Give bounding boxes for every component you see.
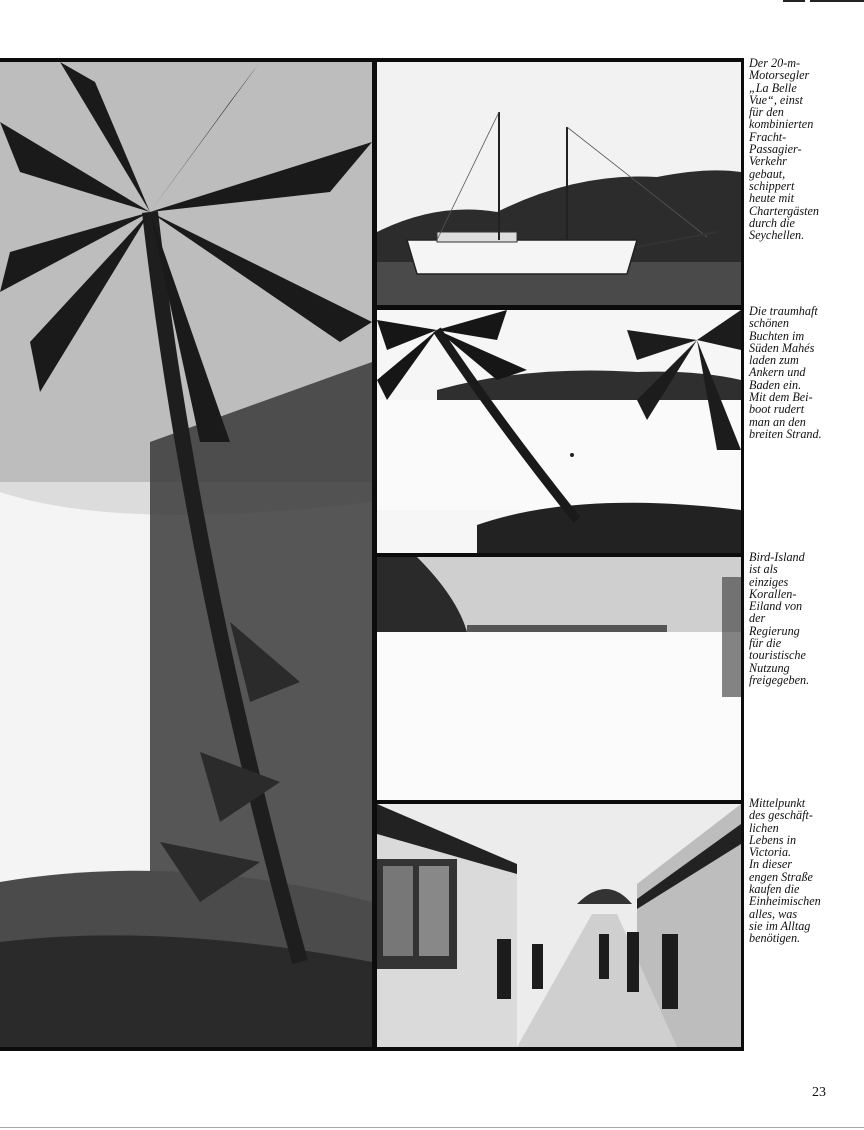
caption-line: gebaut, (749, 166, 786, 181)
caption-line: Motorsegler (749, 68, 810, 83)
top-edge-mark (810, 0, 864, 2)
caption-line: des geschäft- (749, 808, 813, 823)
caption-line: touristische (749, 648, 806, 663)
page-number: 23 (812, 1085, 826, 1100)
caption-line: In dieser (749, 857, 792, 872)
caption-line: Fracht- (749, 129, 787, 144)
caption-line: Baden ein. (749, 377, 802, 392)
caption-line: kombinierten (749, 117, 814, 132)
caption-line: Passagier- (749, 142, 802, 157)
bay-photo (377, 310, 741, 553)
caption-line: Eiland von (749, 599, 803, 614)
caption-line: Süden Mahés (749, 340, 815, 355)
caption-line: Seychellen. (749, 228, 805, 243)
bird-island-photo (377, 557, 741, 800)
caption-line: Die traumhaft (749, 304, 818, 318)
caption-line: Vue“, einst (749, 92, 803, 107)
caption-line: engen Straße (749, 869, 813, 884)
caption-line: laden zum (749, 353, 799, 368)
victoria-street-photo (377, 804, 741, 1047)
caption-bay (749, 305, 861, 440)
caption-line: durch die (749, 215, 795, 230)
caption-line: Ankern und (749, 365, 806, 380)
caption-line: heute mit (749, 191, 795, 206)
caption-boat (749, 57, 861, 241)
caption-line: Korallen- (749, 586, 797, 601)
caption-line: sie im Alltag (749, 918, 811, 933)
caption-line: boot rudert (749, 402, 805, 417)
caption-bird-island (749, 551, 861, 686)
caption-line: kaufen die (749, 882, 800, 897)
caption-line: breiten Strand. (749, 426, 822, 441)
caption-line: man an den (749, 414, 806, 429)
top-edge-mark (783, 0, 805, 2)
caption-line: für den (749, 105, 784, 120)
caption-line: schönen (749, 316, 789, 331)
caption-line: lichen (749, 820, 779, 835)
caption-victoria-street (749, 797, 861, 945)
caption-line: Mittelpunkt (749, 796, 806, 810)
caption-line: „La Belle (749, 80, 797, 95)
bottom-edge-rule (0, 1127, 864, 1128)
caption-line: der (749, 611, 766, 626)
caption-line: Buchten im (749, 328, 805, 343)
caption-line: Mit dem Bei- (749, 390, 813, 405)
caption-line: Bird-Island (749, 550, 805, 564)
caption-line: Chartergästen (749, 203, 819, 218)
caption-line: Regierung (749, 623, 800, 638)
caption-line: Der 20-m- (749, 56, 801, 70)
caption-line: freigegeben. (749, 672, 810, 687)
caption-line: Nutzung (749, 660, 790, 675)
sailing-boat-photo (377, 62, 741, 305)
caption-line: alles, was (749, 906, 798, 921)
palm-beach-photo (0, 62, 372, 1047)
caption-line: schippert (749, 178, 795, 193)
caption-line: für die (749, 636, 782, 651)
caption-line: ist als (749, 562, 778, 577)
caption-line: einziges (749, 574, 789, 589)
caption-line: benötigen. (749, 931, 801, 946)
caption-line: Lebens in (749, 832, 797, 847)
caption-line: Verkehr (749, 154, 787, 169)
caption-line: Einheimischen (749, 894, 821, 909)
caption-line: Victoria. (749, 845, 792, 860)
